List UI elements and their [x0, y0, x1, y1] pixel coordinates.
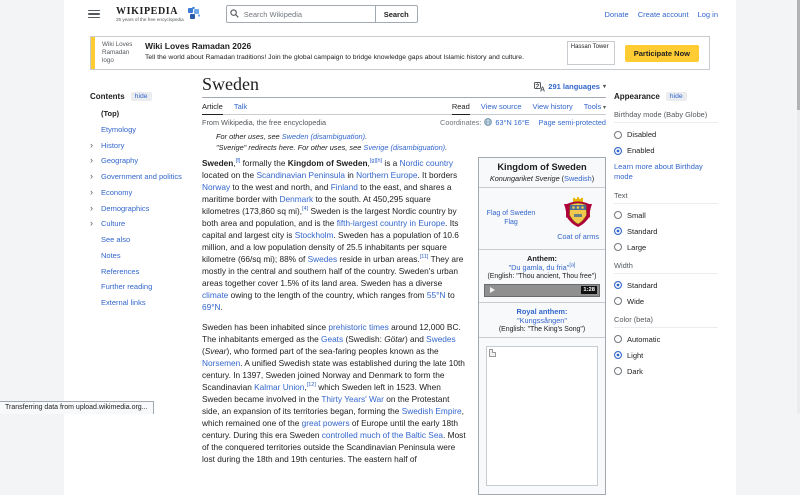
inline-text: ) and [404, 333, 427, 344]
header-links [605, 10, 719, 19]
toc-link--top-[interactable]: (Top) [101, 109, 120, 118]
toc-item [90, 172, 194, 182]
map-image-placeholder [486, 346, 598, 486]
appearance-section-heading: Color (beta) [614, 315, 718, 328]
inline-link[interactable]: "Du gamla, du fria" [508, 262, 570, 272]
inline-link[interactable]: Sweden (disambiguation) [281, 131, 366, 141]
wikipedia-page [64, 0, 736, 495]
inline-link[interactable]: Sverige (disambiguation) [363, 142, 446, 152]
coordinates-link[interactable]: 63°N 16°E [495, 117, 530, 127]
radio-label: Small [627, 210, 646, 220]
inline-link[interactable]: "Kungssången" [517, 315, 567, 325]
banner-logo-alt: Wiki Loves Ramadan logo [102, 41, 133, 64]
inline-link[interactable]: [f] [235, 157, 241, 164]
toc-link-economy[interactable]: Economy [101, 187, 133, 197]
inline-text: . It borders [417, 169, 458, 180]
radio-unchecked-icon[interactable] [614, 243, 622, 251]
reference-superscript [370, 158, 382, 164]
inline-text: (Swedish: [343, 333, 385, 344]
toc-link-government-and-politics[interactable]: Government and politics [101, 172, 182, 181]
reference-superscript [569, 262, 575, 268]
inline-link[interactable]: Northern Europe [356, 169, 418, 180]
radio-checked-icon[interactable] [614, 147, 622, 155]
page-protection-indicator[interactable]: Page semi-protected [538, 117, 606, 127]
radio-label: Dark [627, 366, 643, 376]
article-subtitle: From Wikipedia, the free encyclopedia [202, 117, 327, 127]
inline-link[interactable]: great powers [301, 417, 350, 428]
audio-player[interactable] [484, 284, 600, 297]
inline-link[interactable]: Norway [202, 181, 231, 192]
inline-text: located on the [202, 169, 257, 180]
participate-now-button[interactable]: Participate Now [625, 45, 699, 62]
radio-label: Enabled [627, 146, 655, 155]
inline-text: to the south. At 450,295 square kilometres (173,860 sq mi), [202, 193, 431, 216]
inline-link[interactable]: 69°N [202, 301, 221, 312]
inline-link[interactable]: Denmark [279, 193, 314, 204]
article-paragraph [202, 157, 468, 313]
toc-item [90, 235, 194, 245]
wikipedia-logo[interactable] [116, 6, 200, 22]
article-body-text [202, 157, 478, 495]
inline-link[interactable]: Norsemen [202, 357, 241, 368]
hatnote [216, 132, 606, 141]
inline-text: ( [202, 345, 205, 356]
search-bar [226, 5, 418, 23]
toc-item [90, 125, 194, 135]
coat-of-arms-image[interactable] [563, 196, 593, 230]
radio-option-wide[interactable] [614, 297, 718, 306]
languages-button[interactable] [534, 82, 606, 96]
inline-text: Götar [384, 333, 405, 344]
toc-link-culture[interactable]: Culture [101, 219, 126, 229]
search-icon [230, 9, 239, 18]
inline-link[interactable]: Geats [321, 333, 344, 344]
toc-link-demographics[interactable]: Demographics [101, 203, 150, 213]
toc-item [90, 282, 194, 292]
radio-checked-icon[interactable] [614, 281, 622, 289]
coordinates-label: Coordinates: [440, 117, 482, 127]
radio-option-automatic[interactable] [614, 335, 718, 344]
inline-link[interactable]: prehistoric times [328, 321, 389, 332]
toc-item [90, 251, 194, 261]
inline-link[interactable]: Swedish Empire [401, 405, 462, 416]
inline-text: Sweden has been inhabited since [202, 321, 329, 332]
toc-link-history[interactable]: History [101, 140, 125, 150]
puzzle-globe-icon [187, 7, 200, 21]
royal-anthem-english: (English: "The King's Song") [498, 325, 586, 333]
toc-expand-icon[interactable]: › [90, 186, 93, 197]
inline-text: Sweden is the largest Nordic country by both area and population, and is the [202, 205, 457, 228]
toc-item [90, 204, 194, 214]
royal-anthem-label: Royal anthem: [516, 306, 568, 316]
header-link-donate[interactable]: Donate [604, 9, 629, 19]
inline-text: They are mostly in the central and southern half of the country. Sweden's urban areas together cover 1.5% of its land area. Sweden has a diverse [202, 253, 464, 288]
inline-text: For other uses, see [216, 131, 282, 141]
toc-item [90, 156, 194, 166]
inline-text: Konungariket Sverige [489, 173, 560, 183]
appearance-hide-button[interactable]: hide [666, 92, 687, 101]
tab-view-history[interactable]: View history [532, 101, 573, 111]
toc-link-further-reading[interactable]: Further reading [101, 282, 153, 292]
appearance-section [614, 261, 718, 306]
toc-link-references[interactable]: References [101, 266, 140, 276]
inline-link[interactable]: Kalmar Union [254, 381, 305, 392]
reference-superscript [307, 382, 316, 388]
campaign-banner [90, 36, 710, 70]
main-columns [64, 74, 736, 495]
radio-option-small[interactable] [614, 211, 718, 220]
inline-link[interactable]: Nordic country [399, 157, 454, 168]
hatnotes [202, 132, 606, 152]
toc-item [90, 219, 194, 229]
appearance-sidebar [614, 92, 718, 383]
appearance-section [614, 110, 718, 182]
inline-link[interactable]: Finland [330, 181, 358, 192]
toc-expand-icon[interactable]: › [90, 202, 93, 213]
audio-duration: 1:28 [583, 287, 595, 294]
toc-link-notes[interactable]: Notes [101, 250, 121, 260]
tab-tools[interactable]: Tools ▾ [583, 101, 606, 111]
toc-item [90, 298, 194, 308]
country-infobox [478, 157, 606, 495]
hatnote [216, 143, 606, 152]
toc-expand-icon[interactable]: › [90, 139, 93, 150]
inline-text: owing to the length of the country, which ranges from [228, 289, 427, 300]
banner-text: Tell the world about Ramadan traditions! Join the global campaign to bridge knowledge gaps about Islamic history and culture. [145, 54, 524, 61]
svg-text:A: A [540, 86, 546, 92]
radio-unchecked-icon[interactable] [614, 367, 622, 375]
radio-unchecked-icon[interactable] [614, 211, 622, 219]
inline-text: . [445, 142, 448, 152]
inline-link[interactable]: [g][h] [369, 157, 383, 164]
inline-link[interactable]: Swedes [307, 253, 338, 264]
tab-view-source[interactable]: View source [480, 101, 522, 111]
tab-read[interactable]: Read [452, 98, 470, 115]
chevron-down-icon: ▾ [601, 104, 606, 111]
radio-label: Automatic [627, 334, 661, 344]
inline-text: ( [559, 173, 565, 183]
inline-text: formally the [240, 157, 288, 168]
inline-text: reside in urban areas. [337, 253, 420, 264]
toc-link-see-also[interactable]: See also [101, 235, 131, 244]
header-link-create-account[interactable]: Create account [637, 9, 689, 19]
toc-link-geography[interactable]: Geography [101, 156, 139, 166]
radio-label: Light [627, 350, 644, 360]
inline-text: . [365, 131, 368, 141]
top-header [64, 0, 736, 28]
languages-count: 291 languages [548, 82, 600, 92]
inline-link[interactable]: Scandinavian Peninsula [256, 169, 346, 180]
toc-item [90, 188, 194, 198]
inline-text: . Sweden has a population of 10.6 million, and a low population density of 25.5 inhabitants per square kilometre (66/sq mi); 88% of [202, 229, 459, 264]
radio-checked-icon[interactable] [614, 351, 622, 359]
language-icon [534, 82, 545, 92]
inline-text: to [445, 289, 455, 300]
flag-caption-link[interactable]: Flag [504, 219, 518, 227]
radio-option-standard[interactable] [614, 281, 718, 290]
chevron-down-icon: ▾ [602, 84, 606, 91]
inline-text: Kingdom of Sweden [287, 157, 368, 168]
infobox-title: Kingdom of Sweden [497, 161, 587, 172]
inline-text: Sweden [202, 157, 234, 168]
radio-unchecked-icon[interactable] [614, 335, 622, 343]
play-icon[interactable] [490, 287, 495, 293]
article-paragraph [202, 321, 468, 465]
banner-title: Wiki Loves Ramadan 2026 [145, 41, 252, 51]
inline-text: . Its capital and largest city is [202, 217, 459, 240]
inline-link[interactable]: climate [202, 289, 229, 300]
inline-text: , which remained one of the [202, 405, 464, 428]
inline-link[interactable]: Stockholm [294, 229, 334, 240]
radio-option-light[interactable] [614, 351, 718, 360]
toc-expand-icon[interactable]: › [90, 171, 93, 181]
inline-text: , [367, 157, 370, 168]
inline-text: in [345, 169, 357, 180]
inline-text: , [304, 381, 307, 392]
inline-link[interactable]: [11] [419, 253, 429, 260]
appearance-learn-more-link[interactable]: Learn more about Birthday mode [614, 162, 703, 181]
browser-status-bar: Transferring data from upload.wikimedia.org... [0, 401, 154, 414]
logo-tagline: 25 years of the free encyclopedia [116, 16, 184, 22]
globe-icon [484, 118, 492, 126]
toc-item [90, 141, 194, 151]
infobox-native-name [483, 174, 601, 183]
inline-text: , [233, 157, 236, 168]
article-tabs [202, 98, 606, 115]
anthem-english: (English: "Thou ancient, Thou free") [487, 272, 597, 280]
article-column [202, 74, 606, 495]
radio-label: Wide [627, 296, 645, 306]
inline-link[interactable]: Thirty Years' War [321, 393, 384, 404]
radio-label: Standard [627, 226, 658, 236]
radio-label: Large [627, 242, 647, 252]
flag-placeholder [485, 209, 537, 227]
appearance-title: Appearance [614, 92, 660, 101]
contents-list [90, 109, 194, 308]
toc-expand-icon[interactable]: › [90, 155, 93, 166]
anthem-title-link [483, 263, 601, 272]
radio-label: Disabled [627, 130, 657, 139]
inline-text: . A unified Swedish state was established during the late 10th century. In 1397, Sweden joined Norway and Denmark to form the Scandinavian [202, 357, 465, 392]
inline-text: ), who formed part of the sea-faring peoples known as the [226, 345, 439, 356]
page-title: Sweden [202, 74, 259, 94]
inline-text: Svear [204, 345, 227, 356]
inline-link[interactable]: Swedes [426, 333, 456, 344]
inline-text: "Sverige" redirects here. For other uses, see [216, 142, 364, 152]
inline-link[interactable]: fifth-largest country in Europe [336, 217, 446, 228]
flag-alt-link[interactable]: Flag of Sweden [486, 210, 536, 217]
contents-title: Contents [90, 92, 125, 101]
contents-sidebar [90, 92, 194, 314]
radio-unchecked-icon[interactable] [614, 131, 622, 139]
toc-link-etymology[interactable]: Etymology [101, 124, 137, 134]
radio-option-enabled[interactable] [614, 146, 718, 155]
inline-link[interactable]: [a] [569, 262, 576, 269]
appearance-section [614, 191, 718, 252]
inline-link[interactable]: 55°N [426, 289, 446, 300]
inline-text: of Europe until the early 18th century. During this era Sweden [202, 417, 458, 440]
coat-of-arms-caption-link[interactable]: Coat of arms [557, 231, 599, 241]
inline-link[interactable]: controlled much of the Baltic Sea [321, 429, 444, 440]
appearance-section-heading: Text [614, 191, 718, 204]
inline-link[interactable]: [12] [306, 382, 316, 389]
radio-option-dark[interactable] [614, 367, 718, 376]
royal-anthem-title-link [483, 316, 601, 325]
toc-link-external-links[interactable]: External links [101, 298, 146, 307]
hamburger-menu-icon[interactable] [88, 10, 100, 19]
contents-hide-button[interactable]: hide [131, 92, 152, 101]
anthem-label: Anthem: [527, 253, 557, 263]
radio-option-disabled[interactable] [614, 130, 718, 139]
radio-label: Standard [627, 280, 658, 290]
radio-checked-icon[interactable] [614, 227, 622, 235]
radio-option-standard[interactable] [614, 227, 718, 236]
logo-wordmark: WIKIPEDIA [116, 5, 179, 17]
appearance-section-heading: Birthday mode (Baby Globe) [614, 110, 718, 123]
appearance-section [614, 315, 718, 376]
header-link-log-in[interactable]: Log in [697, 9, 718, 19]
inline-text: . [220, 301, 223, 312]
inline-text: to the east, and shares a maritime border with [202, 181, 452, 204]
radio-unchecked-icon[interactable] [614, 297, 622, 305]
inline-text: around 12,000 BC. The inhabitants emerged as the [202, 321, 461, 344]
inline-link[interactable]: [4] [302, 205, 309, 212]
inline-text: on the Protestant side, an expansion of its territories began, forming the [202, 393, 450, 416]
inline-text: is a [382, 157, 400, 168]
inline-text: to the west and north, and [230, 181, 331, 192]
inline-link[interactable]: Swedish [564, 173, 592, 183]
inline-text: . Most of the conquered territories outside the Scandinavian Peninsula were lost during the 18th and 19th centuries. The eastern half of [202, 429, 466, 464]
tab-talk[interactable]: Talk [233, 101, 248, 111]
inline-text: ) [591, 173, 595, 183]
broken-image-icon [489, 349, 496, 357]
search-input[interactable] [226, 5, 376, 23]
toc-item [90, 109, 194, 119]
inline-text: which Sweden left in 1523. When Sweden became involved in the [202, 381, 441, 404]
appearance-section-heading: Width [614, 261, 718, 274]
banner-image-placeholder: Hassan Tower [567, 41, 615, 65]
banner-body [137, 37, 563, 69]
radio-option-large[interactable] [614, 243, 718, 252]
toc-expand-icon[interactable]: › [90, 218, 93, 229]
toc-item [90, 267, 194, 277]
tab-article[interactable]: Article [202, 98, 223, 115]
search-button[interactable]: Search [376, 5, 418, 23]
